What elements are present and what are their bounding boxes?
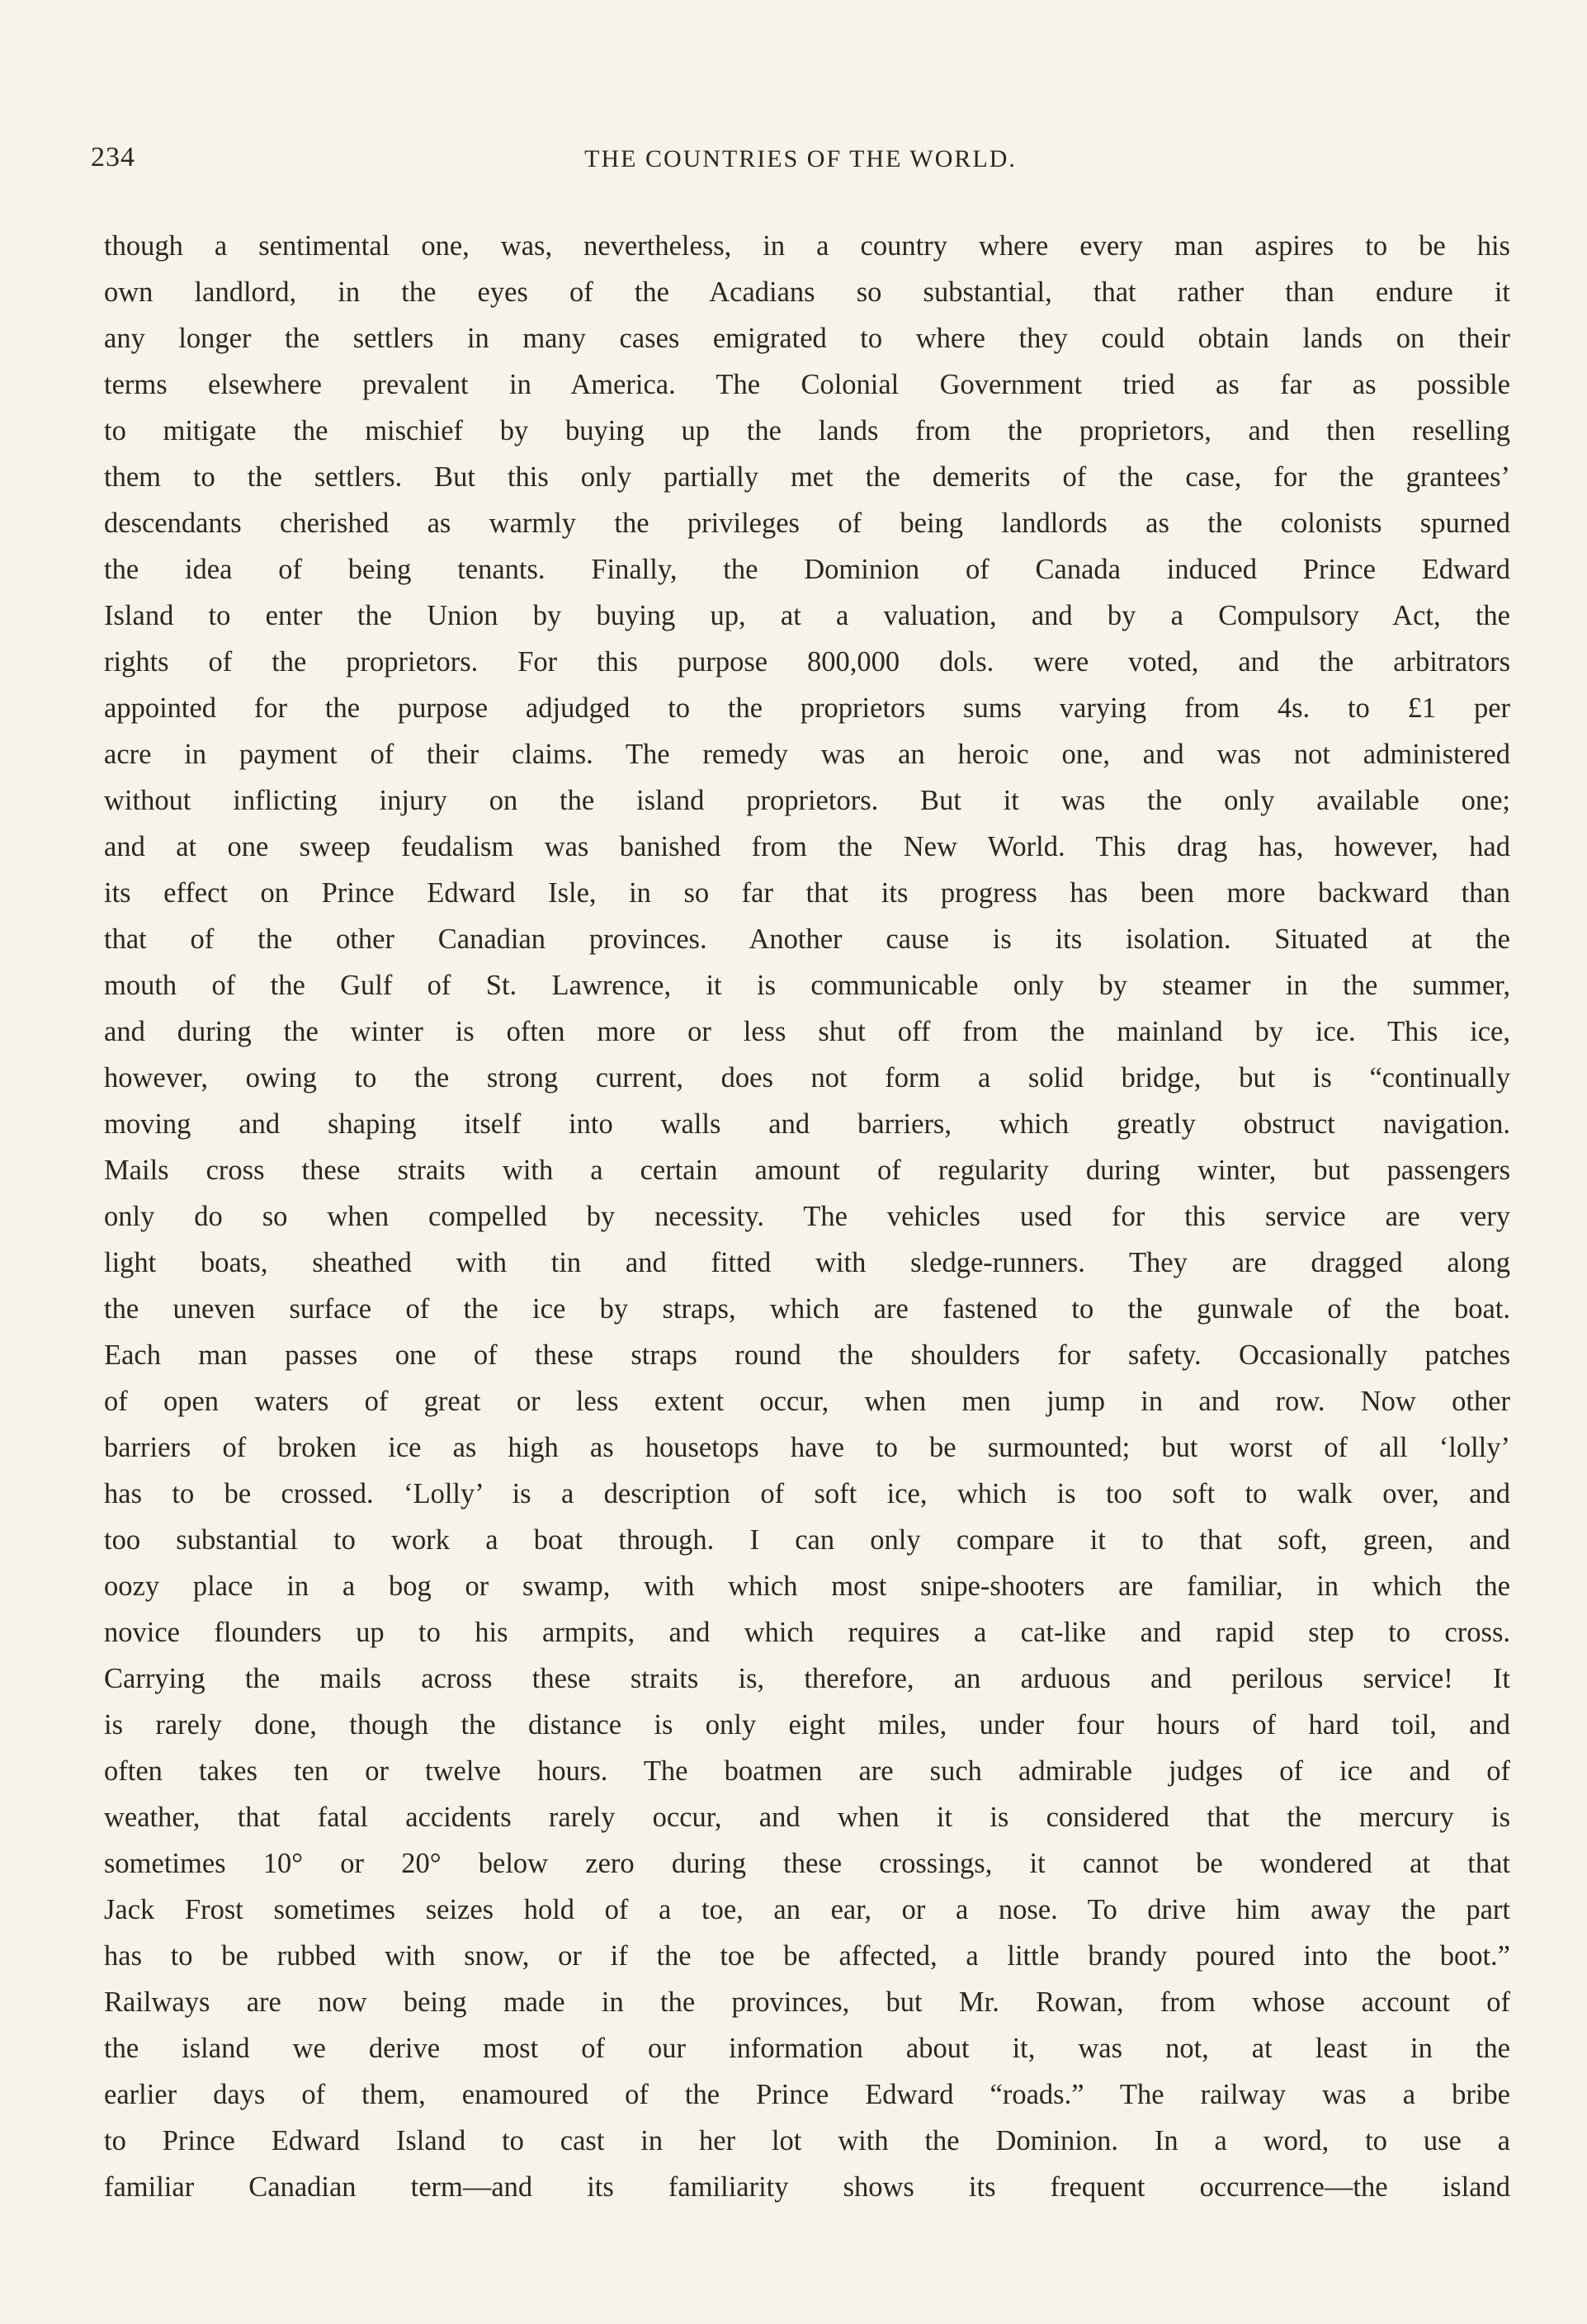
text-line: has to be crossed. ‘Lolly’ is a description of soft ice, which is too soft to walk over, and: [104, 1478, 1510, 1509]
text-line: of open waters of great or less extent occur, when men jump in and row. Now other: [104, 1386, 1510, 1417]
text-line: though a sentimental one, was, nevertheless, in a country where every man aspires to be his: [104, 230, 1510, 262]
text-line: appointed for the purpose adjudged to the proprietors sums varying from 4s. to £1 per: [104, 692, 1510, 724]
text-line: descendants cherished as warmly the privileges of being landlords as the colonists spurned: [104, 508, 1510, 539]
text-line: to mitigate the mischief by buying up the lands from the proprietors, and then reselling: [104, 415, 1510, 446]
text-line: barriers of broken ice as high as housetops have to be surmounted; but worst of all ‘lolly’: [104, 1432, 1510, 1463]
text-line: Mails cross these straits with a certain amount of regularity during winter, but passengers: [104, 1155, 1510, 1186]
text-line: light boats, sheathed with tin and fitted with sledge-runners. They are dragged along: [104, 1247, 1510, 1278]
text-line: terms elsewhere prevalent in America. The Colonial Government tried as far as possible: [104, 369, 1510, 400]
text-line: moving and shaping itself into walls and barriers, which greatly obstruct navigation.: [104, 1108, 1510, 1140]
text-line: its effect on Prince Edward Isle, in so far that its progress has been more backward than: [104, 877, 1510, 909]
text-line: rights of the proprietors. For this purpose 800,000 dols. were voted, and the arbitrators: [104, 646, 1510, 678]
text-line: weather, that fatal accidents rarely occur, and when it is considered that the mercury is: [104, 1802, 1510, 1833]
text-line: has to be rubbed with snow, or if the toe be affected, a little brandy poured into the boot.”: [104, 1940, 1510, 1972]
text-line: is rarely done, though the distance is only eight miles, under four hours of hard toil, and: [104, 1709, 1510, 1741]
text-line: Carrying the mails across these straits is, therefore, an arduous and perilous service! It: [104, 1663, 1510, 1694]
text-line: however, owing to the strong current, does not form a solid bridge, but is “continually: [104, 1062, 1510, 1094]
text-line: too substantial to work a boat through. I can only compare it to that soft, green, and: [104, 1524, 1510, 1556]
text-line: that of the other Canadian provinces. Another cause is its isolation. Situated at the: [104, 923, 1510, 955]
text-line: familiar Canadian term—and its familiarity shows its frequent occurrence—the island: [104, 2171, 1510, 2203]
text-line: acre in payment of their claims. The remedy was an heroic one, and was not administered: [104, 739, 1510, 770]
page-number: 234: [91, 142, 135, 172]
text-line: the island we derive most of our information about it, was not, at least in the: [104, 2033, 1510, 2064]
text-line: Jack Frost sometimes seizes hold of a toe, an ear, or a nose. To drive him away the part: [104, 1894, 1510, 1925]
text-line: sometimes 10° or 20° below zero during these crossings, it cannot be wondered at that: [104, 1848, 1510, 1879]
text-line: and during the winter is often more or less shut off from the mainland by ice. This ice,: [104, 1016, 1510, 1047]
text-line: without inflicting injury on the island proprietors. But it was the only available one;: [104, 785, 1510, 816]
text-line: the uneven surface of the ice by straps, which are fastened to the gunwale of the boat.: [104, 1293, 1510, 1325]
text-line: any longer the settlers in many cases emigrated to where they could obtain lands on their: [104, 323, 1510, 354]
text-line: oozy place in a bog or swamp, with which most snipe-shooters are familiar, in which the: [104, 1571, 1510, 1602]
text-line: often takes ten or twelve hours. The boatmen are such admirable judges of ice and of: [104, 1755, 1510, 1787]
text-line: only do so when compelled by necessity. The vehicles used for this service are very: [104, 1201, 1510, 1232]
running-head: THE COUNTRIES OF THE WORLD.: [584, 145, 1017, 172]
text-line: Island to enter the Union by buying up, at a valuation, and by a Compulsory Act, the: [104, 600, 1510, 631]
page-header: [91, 142, 1510, 183]
text-line: mouth of the Gulf of St. Lawrence, it is communicable only by steamer in the summer,: [104, 970, 1510, 1001]
text-line: Each man passes one of these straps round the shoulders for safety. Occasionally patches: [104, 1339, 1510, 1371]
text-line: the idea of being tenants. Finally, the Dominion of Canada induced Prince Edward: [104, 554, 1510, 585]
text-line: novice flounders up to his armpits, and which requires a cat-like and rapid step to cross.: [104, 1617, 1510, 1648]
body-text: [104, 223, 1510, 2210]
text-line: to Prince Edward Island to cast in her lot with the Dominion. In a word, to use a: [104, 2125, 1510, 2156]
text-line: and at one sweep feudalism was banished from the New World. This drag has, however, had: [104, 831, 1510, 862]
text-line: Railways are now being made in the provinces, but Mr. Rowan, from whose account of: [104, 1986, 1510, 2018]
text-line: them to the settlers. But this only partially met the demerits of the case, for the grantees’: [104, 461, 1510, 493]
text-line: own landlord, in the eyes of the Acadians so substantial, that rather than endure it: [104, 276, 1510, 308]
text-line: earlier days of them, enamoured of the Prince Edward “roads.” The railway was a bribe: [104, 2079, 1510, 2110]
